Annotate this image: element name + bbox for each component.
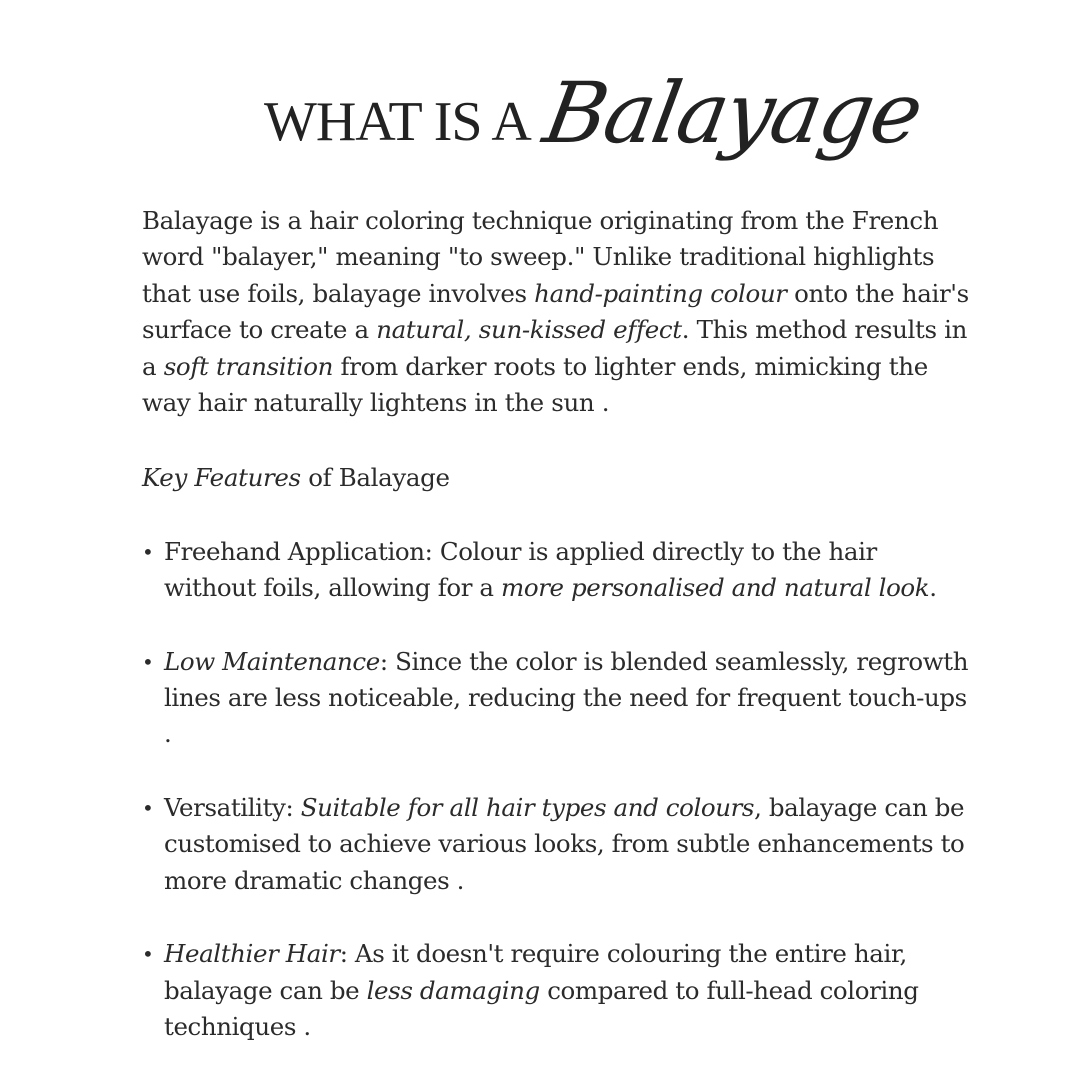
intro-paragraph <box>142 203 972 421</box>
feature-text: compared to full-head coloring techniques . <box>164 975 919 1041</box>
title-prefix: WHAT IS A <box>264 91 531 153</box>
bullet-icon: • <box>142 942 154 967</box>
intro-emphasis-3: soft transition <box>163 351 334 381</box>
intro-emphasis-2: natural, sun-kissed effect <box>376 315 682 345</box>
feature-text: : Since the color is blended seamlessly, regrowth lines are less noticeable, reducing the need for frequent touch-ups . <box>164 646 969 749</box>
article-body <box>142 203 972 1082</box>
section-heading <box>142 460 972 496</box>
title-script-word: Balayage <box>537 64 929 162</box>
feature-text: : As it doesn't require colouring the entire hair, balayage can be <box>164 939 907 1005</box>
feature-emphasis: less damaging <box>366 975 540 1005</box>
feature-text: Freehand Application: Colour is applied directly to the hair without foils, allowing for a <box>164 536 877 603</box>
feature-list <box>142 534 972 1045</box>
feature-emphasis: Low Maintenance <box>164 646 380 676</box>
feature-item-versatility <box>142 790 972 899</box>
intro-text-1: Balayage is a hair coloring technique originating from the French word "balayer," meaning "to sweep." Unlike traditional highlights that use foils, balayage involves <box>142 206 939 308</box>
feature-item-healthier-hair <box>142 936 972 1045</box>
page-title <box>0 58 1080 198</box>
bullet-icon: • <box>142 649 154 674</box>
feature-text: , balayage can be customised to achieve various looks, from subtle enhancements to more dramatic changes . <box>164 792 965 895</box>
section-heading-rest: of Balayage <box>300 463 450 493</box>
intro-text-3: . This method results in a <box>142 315 968 381</box>
section-heading-emphasis: Key Features <box>142 463 301 493</box>
feature-item-freehand <box>142 534 972 607</box>
feature-item-low-maintenance <box>142 644 972 753</box>
bullet-icon: • <box>142 539 154 564</box>
feature-text: Versatility: <box>164 792 301 822</box>
feature-emphasis: more personalised and natural look <box>501 573 930 603</box>
intro-text-4: from darker roots to lighter ends, mimicking the way hair naturally lightens in the sun . <box>142 351 928 418</box>
intro-text-2: onto the hair's surface to create a <box>142 278 969 345</box>
intro-emphasis-1: hand-painting colour <box>534 278 787 308</box>
feature-emphasis: Healthier Hair <box>164 939 340 969</box>
feature-text: . <box>929 573 937 603</box>
feature-emphasis: Suitable for all hair types and colours <box>300 792 755 822</box>
bullet-icon: • <box>142 795 154 820</box>
